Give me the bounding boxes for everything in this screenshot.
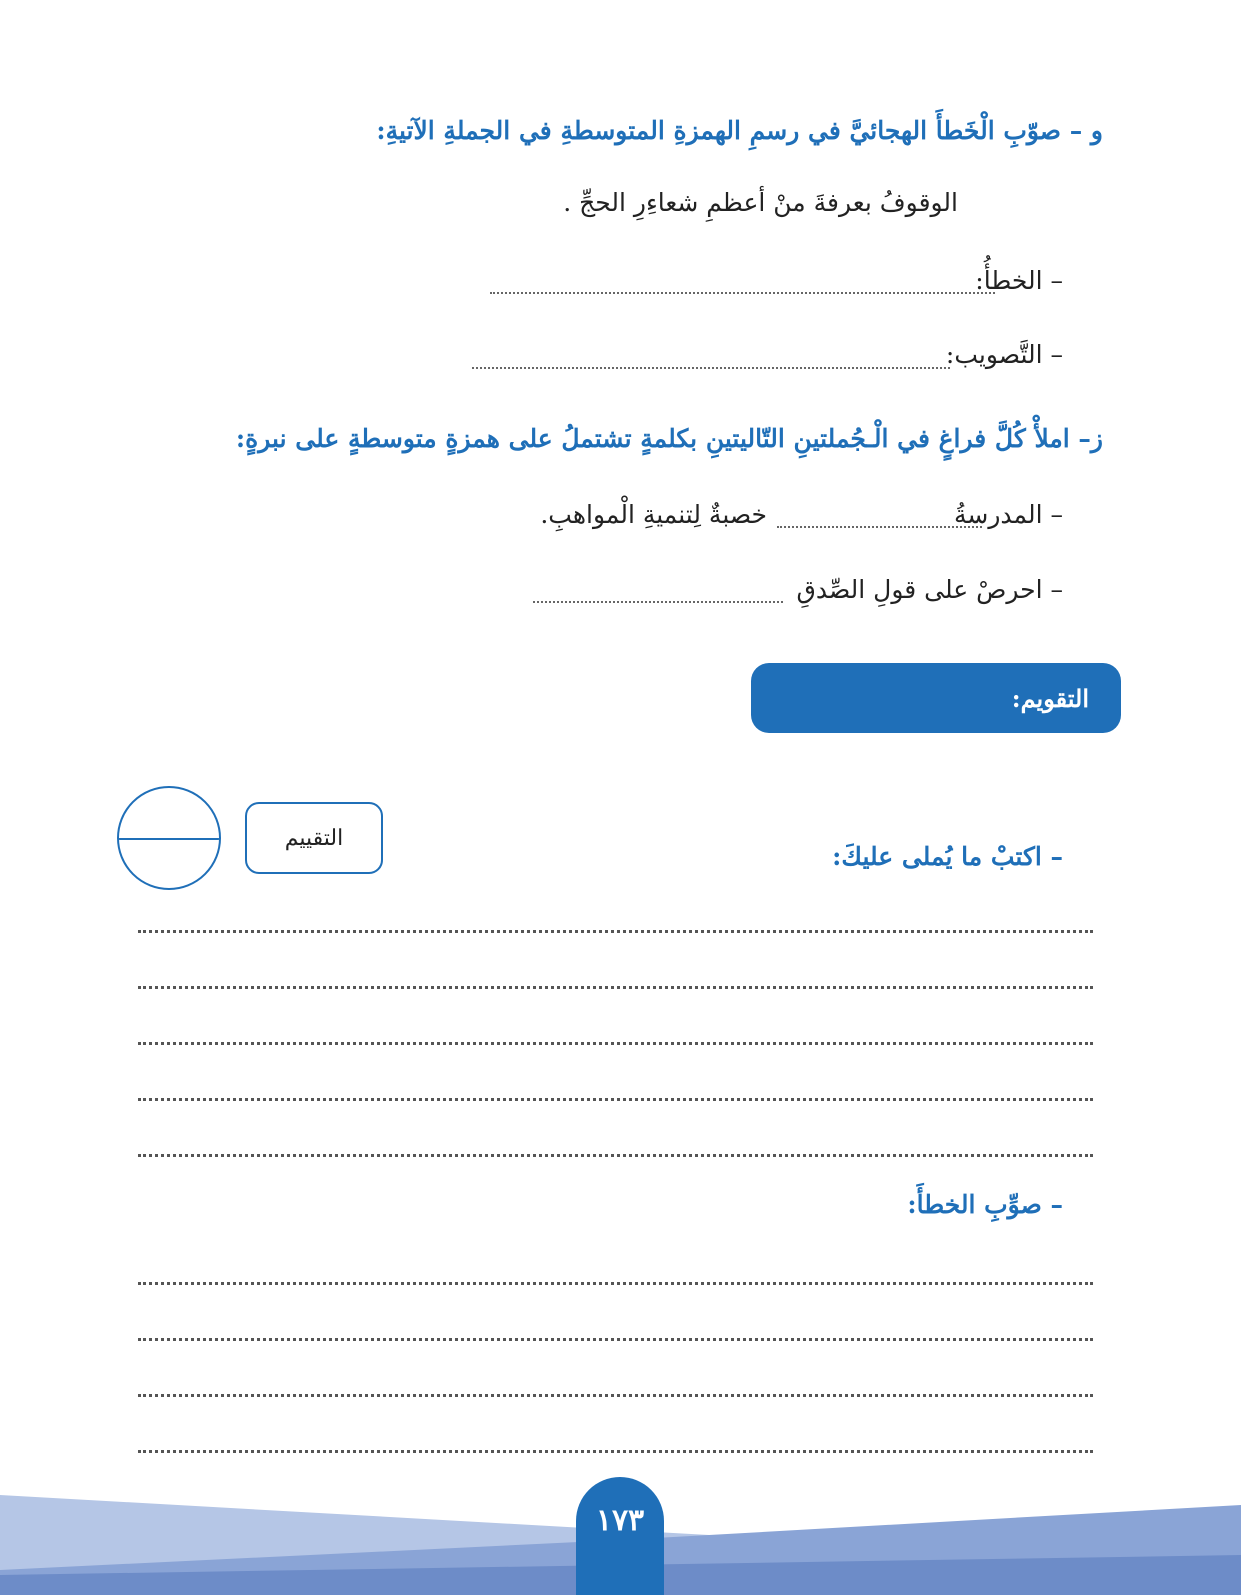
correct-line-3[interactable] bbox=[138, 1394, 1093, 1397]
page-number: ١٧٣ bbox=[595, 1503, 645, 1538]
correct-line-1[interactable] bbox=[138, 1282, 1093, 1285]
sentence2: – احرصْ على قولِ الصِّدقِ bbox=[796, 575, 1063, 604]
correct-line-2[interactable] bbox=[138, 1338, 1093, 1341]
dictation-line-1[interactable] bbox=[138, 930, 1093, 933]
section-z-heading: ز– املأْ كُلَّ فراغٍ في الْـجُملتينِ التّاليتينِ بكلمةٍ تشتملُ على همزةٍ متوسطةٍ على نبرةٍ: bbox=[235, 424, 1103, 453]
page-number-tab bbox=[576, 1477, 664, 1595]
grade-box bbox=[245, 802, 383, 874]
dictation-line-3[interactable] bbox=[138, 1042, 1093, 1045]
section-w-heading: و – صوّبِ الْخَطأَ الهجائيَّ في رسمِ الهمزةِ المتوسطةِ في الجملةِ الآتيةِ: bbox=[376, 116, 1103, 145]
correction-answer-line[interactable] bbox=[472, 367, 950, 369]
dictation-label: – اكتبْ ما يُملى عليكَ: bbox=[832, 842, 1063, 871]
sentence2-blank[interactable] bbox=[533, 601, 783, 603]
error-label: – الخطأُ: bbox=[975, 266, 1063, 295]
dictation-line-4[interactable] bbox=[138, 1098, 1093, 1101]
error-answer-line[interactable] bbox=[490, 292, 995, 294]
evaluation-banner-label: التقويم: bbox=[1011, 683, 1089, 713]
sentence1-blank[interactable] bbox=[777, 526, 982, 528]
sentence1-start: – المدرسةُ bbox=[953, 500, 1063, 529]
grade-circle-divider bbox=[119, 838, 219, 840]
sentence1-end: خصبةٌ لِتنميةِ الْمواهبِ. bbox=[540, 500, 767, 529]
correct-line-4[interactable] bbox=[138, 1450, 1093, 1453]
evaluation-banner bbox=[751, 663, 1121, 733]
dictation-line-2[interactable] bbox=[138, 986, 1093, 989]
section-w-sentence: الوقوفُ بعرفةَ منْ أعظمِ شعاءِرِ الحجِّ . bbox=[563, 188, 958, 217]
correct-error-label: – صوِّبِ الخطأَ: bbox=[907, 1190, 1063, 1219]
correction-label: – التَّصويب: bbox=[945, 340, 1063, 369]
grade-circle[interactable] bbox=[117, 786, 221, 890]
grade-label: التقييم bbox=[284, 825, 344, 851]
dictation-line-5[interactable] bbox=[138, 1154, 1093, 1157]
